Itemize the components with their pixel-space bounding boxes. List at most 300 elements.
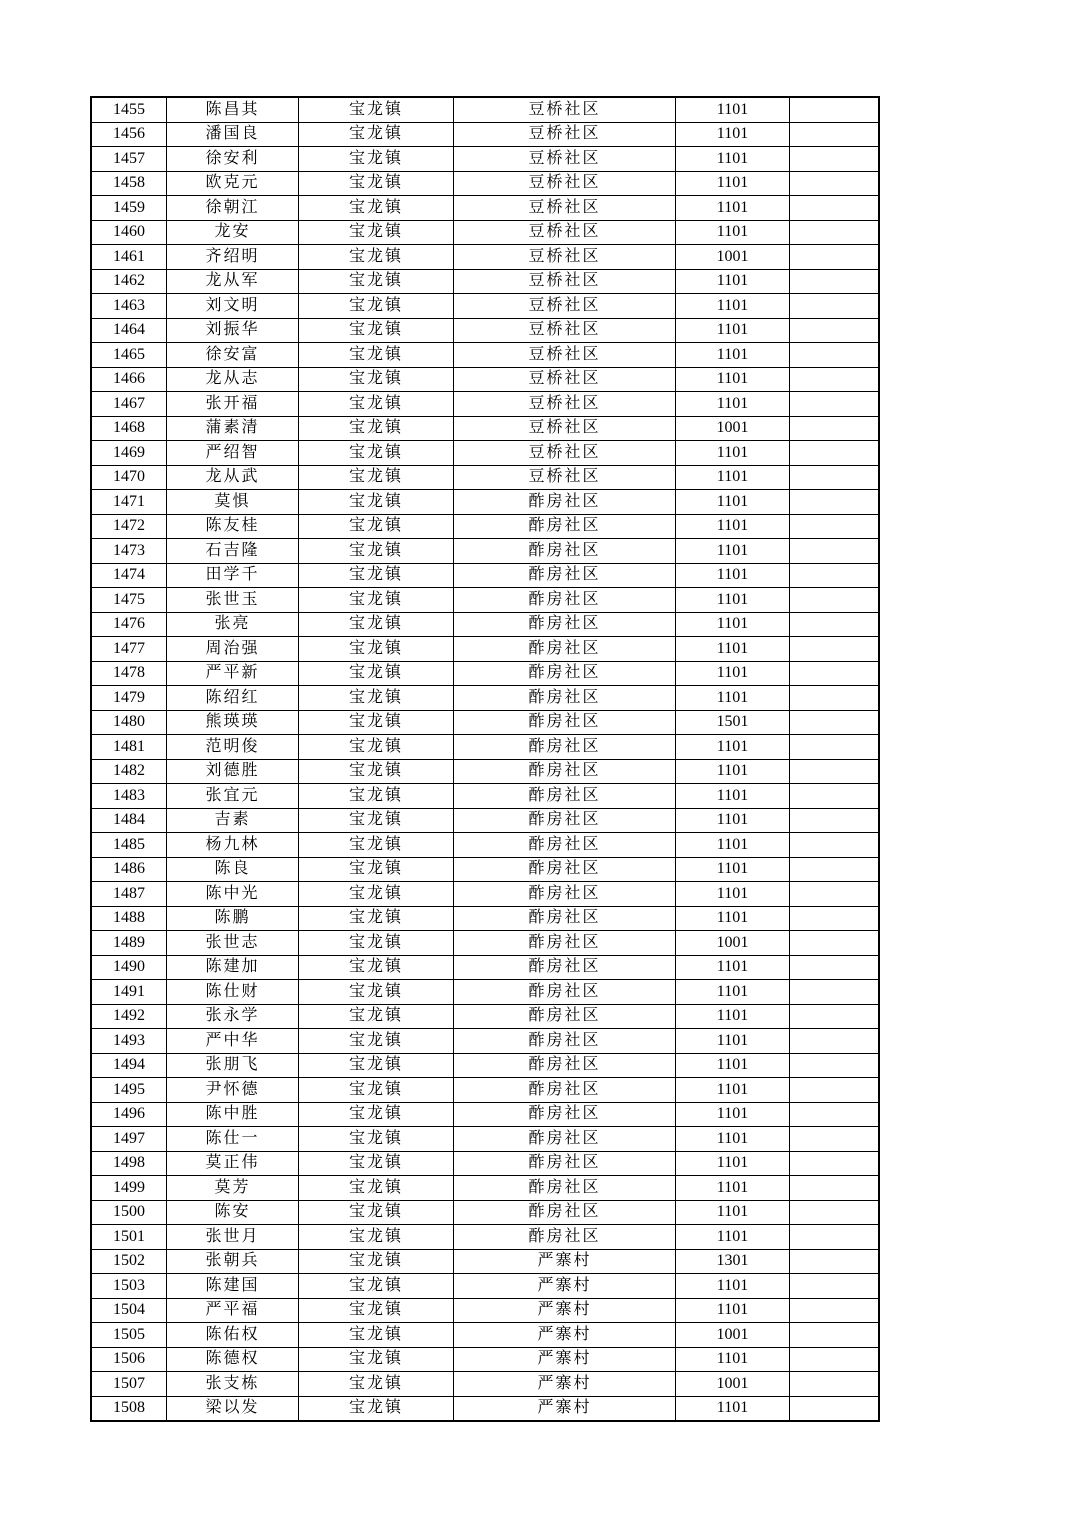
code-cell: 1101 [676,392,790,417]
town-cell: 宝龙镇 [299,588,454,613]
person-name-cell: 龙安 [167,220,299,245]
town-cell: 宝龙镇 [299,980,454,1005]
record-number-cell: 1500 [91,1200,167,1225]
town-cell: 宝龙镇 [299,563,454,588]
person-name-cell: 严平新 [167,661,299,686]
record-number-cell: 1462 [91,269,167,294]
community-cell: 豆桥社区 [454,147,676,172]
table-row [91,220,879,245]
person-name-cell: 莫正伟 [167,1151,299,1176]
table-row [91,97,879,122]
empty-cell [790,1151,880,1176]
code-cell: 1101 [676,514,790,539]
town-cell: 宝龙镇 [299,857,454,882]
town-cell: 宝龙镇 [299,1298,454,1323]
town-cell: 宝龙镇 [299,686,454,711]
community-cell: 酢房社区 [454,1151,676,1176]
community-cell: 豆桥社区 [454,245,676,270]
person-name-cell: 张开福 [167,392,299,417]
record-number-cell: 1467 [91,392,167,417]
record-number-cell: 1475 [91,588,167,613]
person-name-cell: 张朝兵 [167,1249,299,1274]
town-cell: 宝龙镇 [299,441,454,466]
table-row [91,1347,879,1372]
table-row [91,122,879,147]
empty-cell [790,1176,880,1201]
person-name-cell: 陈建加 [167,955,299,980]
town-cell: 宝龙镇 [299,465,454,490]
community-cell: 酢房社区 [454,1200,676,1225]
person-name-cell: 莫芳 [167,1176,299,1201]
community-cell: 酢房社区 [454,955,676,980]
town-cell: 宝龙镇 [299,1176,454,1201]
person-name-cell: 陈中胜 [167,1102,299,1127]
record-number-cell: 1455 [91,97,167,122]
community-cell: 豆桥社区 [454,196,676,221]
person-name-cell: 范明俊 [167,735,299,760]
empty-cell [790,710,880,735]
person-name-cell: 陈仕一 [167,1127,299,1152]
community-cell: 酢房社区 [454,1029,676,1054]
empty-cell [790,245,880,270]
community-cell: 酢房社区 [454,686,676,711]
community-cell: 酢房社区 [454,1053,676,1078]
code-cell: 1101 [676,1225,790,1250]
table-row [91,1102,879,1127]
table-row [91,539,879,564]
table-row [91,661,879,686]
person-name-cell: 杨九林 [167,833,299,858]
record-number-cell: 1485 [91,833,167,858]
record-number-cell: 1479 [91,686,167,711]
table-row [91,465,879,490]
person-name-cell: 陈昌其 [167,97,299,122]
record-number-cell: 1461 [91,245,167,270]
code-cell: 1101 [676,441,790,466]
town-cell: 宝龙镇 [299,318,454,343]
table-row [91,245,879,270]
empty-cell [790,808,880,833]
person-name-cell: 石吉隆 [167,539,299,564]
empty-cell [790,637,880,662]
empty-cell [790,833,880,858]
community-cell: 酢房社区 [454,514,676,539]
code-cell: 1101 [676,1176,790,1201]
community-cell: 酢房社区 [454,539,676,564]
code-cell: 1101 [676,882,790,907]
code-cell: 1101 [676,343,790,368]
person-name-cell: 齐绍明 [167,245,299,270]
community-cell: 酢房社区 [454,1078,676,1103]
record-number-cell: 1458 [91,171,167,196]
code-cell: 1101 [676,955,790,980]
community-cell: 豆桥社区 [454,220,676,245]
table-row [91,1298,879,1323]
code-cell: 1101 [676,588,790,613]
person-name-cell: 陈建国 [167,1274,299,1299]
community-cell: 严寨村 [454,1249,676,1274]
community-cell: 豆桥社区 [454,171,676,196]
town-cell: 宝龙镇 [299,1396,454,1421]
code-cell: 1101 [676,147,790,172]
record-number-cell: 1493 [91,1029,167,1054]
table-row [91,514,879,539]
town-cell: 宝龙镇 [299,1323,454,1348]
table-row [91,1396,879,1421]
town-cell: 宝龙镇 [299,1004,454,1029]
record-number-cell: 1457 [91,147,167,172]
empty-cell [790,490,880,515]
table-row [91,882,879,907]
record-number-cell: 1466 [91,367,167,392]
empty-cell [790,1347,880,1372]
person-name-cell: 莫惧 [167,490,299,515]
record-number-cell: 1464 [91,318,167,343]
town-cell: 宝龙镇 [299,612,454,637]
record-number-cell: 1472 [91,514,167,539]
town-cell: 宝龙镇 [299,1225,454,1250]
record-number-cell: 1490 [91,955,167,980]
record-number-cell: 1470 [91,465,167,490]
record-number-cell: 1473 [91,539,167,564]
empty-cell [790,1078,880,1103]
record-number-cell: 1459 [91,196,167,221]
town-cell: 宝龙镇 [299,539,454,564]
town-cell: 宝龙镇 [299,661,454,686]
empty-cell [790,612,880,637]
community-cell: 豆桥社区 [454,392,676,417]
person-name-cell: 龙从军 [167,269,299,294]
town-cell: 宝龙镇 [299,1078,454,1103]
town-cell: 宝龙镇 [299,710,454,735]
town-cell: 宝龙镇 [299,97,454,122]
record-number-cell: 1487 [91,882,167,907]
empty-cell [790,269,880,294]
record-number-cell: 1489 [91,931,167,956]
person-name-cell: 张亮 [167,612,299,637]
empty-cell [790,514,880,539]
person-name-cell: 张支栋 [167,1372,299,1397]
table-row [91,416,879,441]
code-cell: 1101 [676,1347,790,1372]
code-cell: 1501 [676,710,790,735]
code-cell: 1101 [676,97,790,122]
table-row [91,759,879,784]
community-cell: 酢房社区 [454,1102,676,1127]
empty-cell [790,931,880,956]
person-name-cell: 张世月 [167,1225,299,1250]
table-row [91,196,879,221]
community-cell: 豆桥社区 [454,465,676,490]
empty-cell [790,147,880,172]
table-row [91,735,879,760]
table-row [91,906,879,931]
person-name-cell: 龙从武 [167,465,299,490]
community-cell: 豆桥社区 [454,122,676,147]
town-cell: 宝龙镇 [299,245,454,270]
table-row [91,563,879,588]
record-number-cell: 1478 [91,661,167,686]
town-cell: 宝龙镇 [299,1200,454,1225]
table-row [91,612,879,637]
code-cell: 1101 [676,122,790,147]
community-cell: 酢房社区 [454,784,676,809]
table-row [91,490,879,515]
community-cell: 酢房社区 [454,588,676,613]
town-cell: 宝龙镇 [299,833,454,858]
person-name-cell: 熊瑛瑛 [167,710,299,735]
table-row [91,1176,879,1201]
record-number-cell: 1498 [91,1151,167,1176]
town-cell: 宝龙镇 [299,1151,454,1176]
person-name-cell: 刘文明 [167,294,299,319]
table-row [91,1127,879,1152]
person-name-cell: 周治强 [167,637,299,662]
table-row [91,147,879,172]
table-row [91,1249,879,1274]
person-name-cell: 张宜元 [167,784,299,809]
community-cell: 酢房社区 [454,882,676,907]
community-cell: 豆桥社区 [454,367,676,392]
town-cell: 宝龙镇 [299,171,454,196]
person-name-cell: 严平福 [167,1298,299,1323]
table-row [91,441,879,466]
code-cell: 1101 [676,539,790,564]
community-cell: 酢房社区 [454,980,676,1005]
empty-cell [790,1396,880,1421]
town-cell: 宝龙镇 [299,147,454,172]
person-name-cell: 刘振华 [167,318,299,343]
record-number-cell: 1494 [91,1053,167,1078]
table-row [91,1225,879,1250]
code-cell: 1101 [676,171,790,196]
community-cell: 酢房社区 [454,612,676,637]
table-row [91,392,879,417]
table-row [91,1029,879,1054]
empty-cell [790,1249,880,1274]
record-number-cell: 1486 [91,857,167,882]
code-cell: 1101 [676,465,790,490]
table-row [91,1053,879,1078]
table-row [91,1323,879,1348]
community-cell: 酢房社区 [454,1004,676,1029]
community-cell: 豆桥社区 [454,294,676,319]
table-row [91,686,879,711]
code-cell: 1101 [676,220,790,245]
town-cell: 宝龙镇 [299,196,454,221]
record-number-cell: 1483 [91,784,167,809]
community-cell: 酢房社区 [454,490,676,515]
code-cell: 1101 [676,637,790,662]
community-cell: 酢房社区 [454,931,676,956]
code-cell: 1101 [676,196,790,221]
roster-body [91,97,879,1421]
empty-cell [790,465,880,490]
table-row [91,833,879,858]
empty-cell [790,1029,880,1054]
person-name-cell: 潘国良 [167,122,299,147]
town-cell: 宝龙镇 [299,220,454,245]
person-name-cell: 田学千 [167,563,299,588]
code-cell: 1101 [676,1298,790,1323]
code-cell: 1101 [676,1151,790,1176]
table-row [91,931,879,956]
record-number-cell: 1488 [91,906,167,931]
town-cell: 宝龙镇 [299,490,454,515]
community-cell: 酢房社区 [454,759,676,784]
town-cell: 宝龙镇 [299,1029,454,1054]
person-name-cell: 陈绍红 [167,686,299,711]
empty-cell [790,318,880,343]
table-row [91,857,879,882]
table-row [91,980,879,1005]
code-cell: 1001 [676,416,790,441]
table-row [91,343,879,368]
code-cell: 1101 [676,1102,790,1127]
town-cell: 宝龙镇 [299,1347,454,1372]
person-name-cell: 徐安富 [167,343,299,368]
empty-cell [790,1053,880,1078]
table-row [91,171,879,196]
empty-cell [790,1004,880,1029]
empty-cell [790,416,880,441]
code-cell: 1301 [676,1249,790,1274]
record-number-cell: 1503 [91,1274,167,1299]
empty-cell [790,196,880,221]
community-cell: 豆桥社区 [454,269,676,294]
code-cell: 1101 [676,1053,790,1078]
record-number-cell: 1491 [91,980,167,1005]
town-cell: 宝龙镇 [299,808,454,833]
table-row [91,294,879,319]
code-cell: 1001 [676,245,790,270]
code-cell: 1001 [676,1372,790,1397]
community-cell: 酢房社区 [454,906,676,931]
record-number-cell: 1468 [91,416,167,441]
code-cell: 1101 [676,490,790,515]
community-cell: 严寨村 [454,1372,676,1397]
empty-cell [790,980,880,1005]
table-row [91,1372,879,1397]
code-cell: 1101 [676,980,790,1005]
record-number-cell: 1474 [91,563,167,588]
empty-cell [790,1298,880,1323]
person-name-cell: 欧克元 [167,171,299,196]
code-cell: 1101 [676,1200,790,1225]
empty-cell [790,171,880,196]
code-cell: 1101 [676,759,790,784]
town-cell: 宝龙镇 [299,1274,454,1299]
community-cell: 酢房社区 [454,857,676,882]
town-cell: 宝龙镇 [299,784,454,809]
empty-cell [790,882,880,907]
empty-cell [790,97,880,122]
code-cell: 1101 [676,269,790,294]
empty-cell [790,906,880,931]
record-number-cell: 1495 [91,1078,167,1103]
person-name-cell: 陈仕财 [167,980,299,1005]
empty-cell [790,588,880,613]
code-cell: 1101 [676,1274,790,1299]
person-name-cell: 陈安 [167,1200,299,1225]
community-cell: 酢房社区 [454,661,676,686]
empty-cell [790,343,880,368]
community-cell: 酢房社区 [454,1225,676,1250]
table-row [91,1151,879,1176]
code-cell: 1101 [676,906,790,931]
record-number-cell: 1460 [91,220,167,245]
empty-cell [790,686,880,711]
record-number-cell: 1507 [91,1372,167,1397]
record-number-cell: 1492 [91,1004,167,1029]
person-name-cell: 龙从志 [167,367,299,392]
community-cell: 严寨村 [454,1298,676,1323]
table-row [91,1004,879,1029]
person-name-cell: 陈中光 [167,882,299,907]
empty-cell [790,367,880,392]
community-cell: 酢房社区 [454,833,676,858]
table-row [91,637,879,662]
town-cell: 宝龙镇 [299,1102,454,1127]
record-number-cell: 1476 [91,612,167,637]
code-cell: 1101 [676,1004,790,1029]
record-number-cell: 1484 [91,808,167,833]
person-name-cell: 徐安利 [167,147,299,172]
person-name-cell: 陈佑权 [167,1323,299,1348]
empty-cell [790,1323,880,1348]
empty-cell [790,1200,880,1225]
town-cell: 宝龙镇 [299,514,454,539]
person-name-cell: 严中华 [167,1029,299,1054]
record-number-cell: 1465 [91,343,167,368]
table-row [91,318,879,343]
person-name-cell: 张世玉 [167,588,299,613]
town-cell: 宝龙镇 [299,294,454,319]
town-cell: 宝龙镇 [299,906,454,931]
empty-cell [790,1372,880,1397]
town-cell: 宝龙镇 [299,955,454,980]
town-cell: 宝龙镇 [299,1372,454,1397]
code-cell: 1101 [676,318,790,343]
table-row [91,784,879,809]
person-name-cell: 陈德权 [167,1347,299,1372]
person-name-cell: 尹怀德 [167,1078,299,1103]
table-row [91,955,879,980]
person-name-cell: 严绍智 [167,441,299,466]
record-number-cell: 1477 [91,637,167,662]
community-cell: 豆桥社区 [454,416,676,441]
town-cell: 宝龙镇 [299,343,454,368]
community-cell: 豆桥社区 [454,343,676,368]
town-cell: 宝龙镇 [299,122,454,147]
code-cell: 1101 [676,1396,790,1421]
table-row [91,588,879,613]
record-number-cell: 1480 [91,710,167,735]
community-cell: 酢房社区 [454,735,676,760]
roster-table [90,96,880,1422]
record-number-cell: 1469 [91,441,167,466]
empty-cell [790,1127,880,1152]
person-name-cell: 张永学 [167,1004,299,1029]
person-name-cell: 蒲素清 [167,416,299,441]
community-cell: 酢房社区 [454,1176,676,1201]
code-cell: 1101 [676,808,790,833]
empty-cell [790,122,880,147]
person-name-cell: 陈鹏 [167,906,299,931]
town-cell: 宝龙镇 [299,931,454,956]
code-cell: 1101 [676,1078,790,1103]
code-cell: 1101 [676,1029,790,1054]
